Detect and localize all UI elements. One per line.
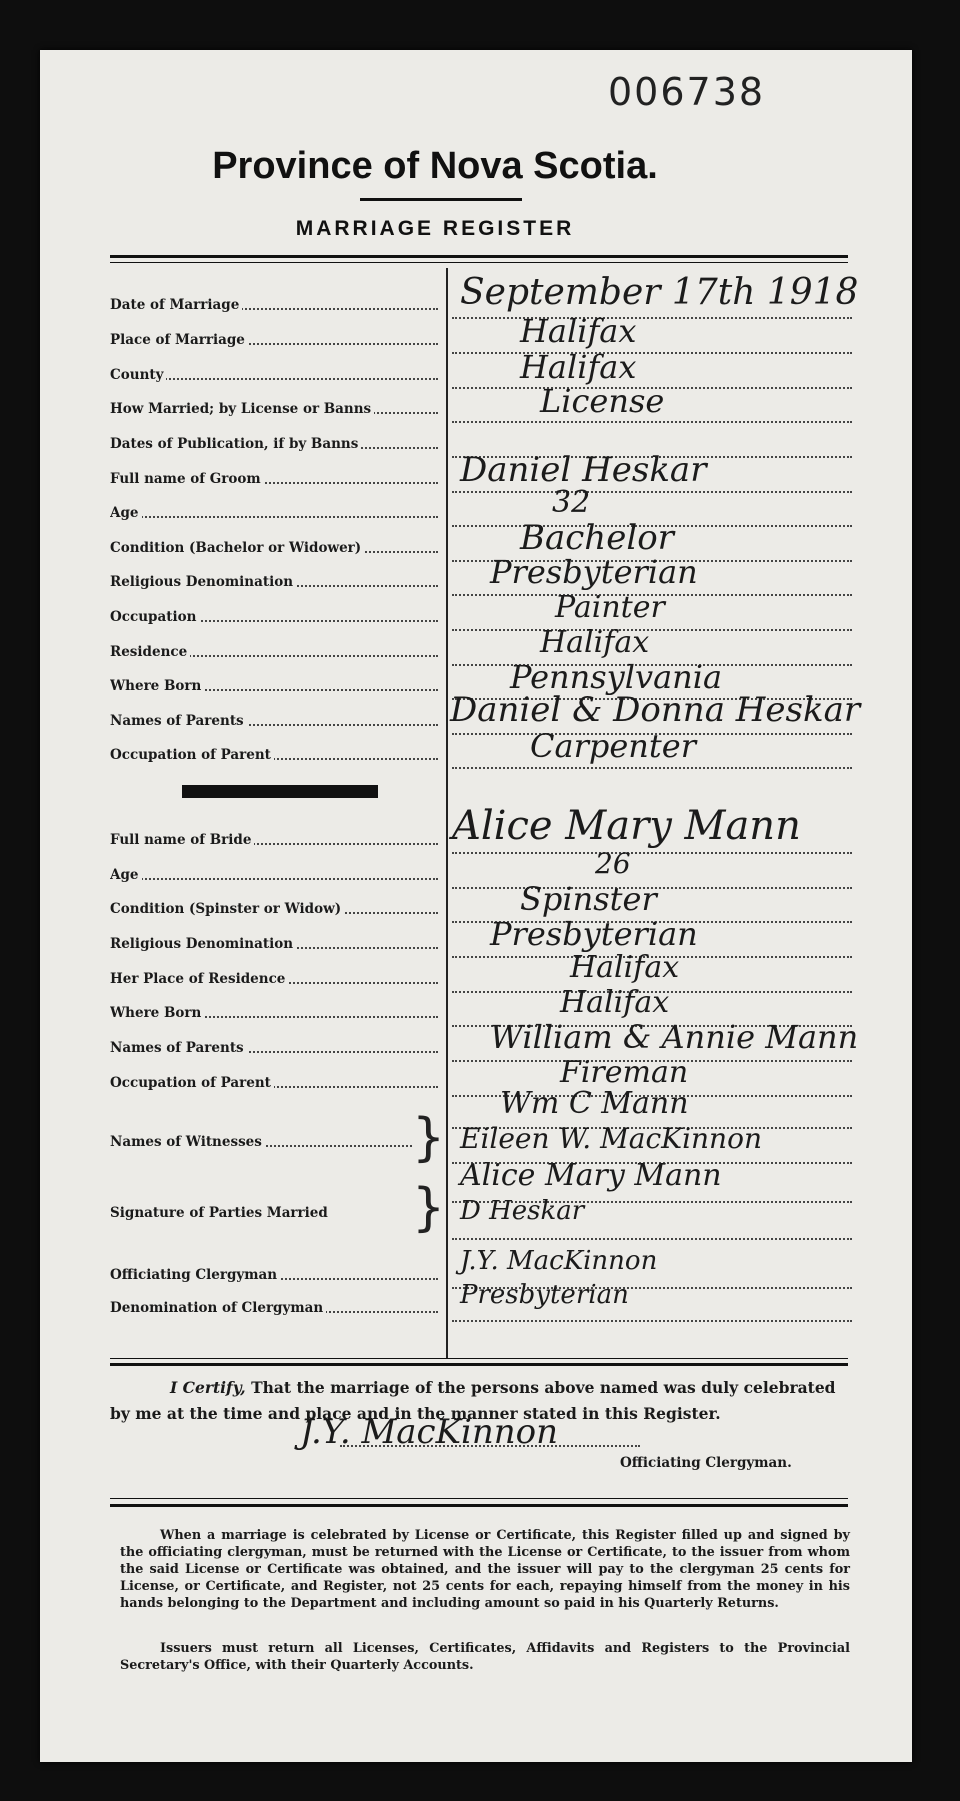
field-label: Her Place of Residence	[110, 971, 446, 987]
marriage-register-form	[40, 50, 912, 1762]
witnesses-brace: }	[412, 1108, 446, 1168]
handwritten-value: Presbyterian	[460, 1280, 629, 1310]
field-label: How Married; by License or Banns	[110, 401, 446, 417]
clergy-signature: J.Y. MacKinnon	[460, 1246, 658, 1276]
witness-signature: Eileen W. MacKinnon	[460, 1122, 762, 1155]
section-rule	[110, 1504, 848, 1507]
handwritten-value: Fireman	[560, 1055, 689, 1090]
field-label: Religious Denomination	[110, 936, 446, 952]
handwritten-value: Pennsylvania	[510, 658, 723, 696]
handwritten-value: Halifax	[520, 348, 637, 386]
section-rule	[110, 1358, 848, 1359]
handwritten-value: Halifax	[540, 625, 650, 660]
party-signature: Alice Mary Mann	[460, 1158, 722, 1193]
field-label: Officiating Clergyman	[110, 1267, 446, 1283]
field-label: Names of Parents	[110, 1040, 446, 1056]
field-label: Religious Denomination	[110, 574, 446, 590]
handwritten-value: Presbyterian	[490, 553, 698, 591]
section-rule	[110, 1363, 848, 1366]
clergy-role: Officiating Clergyman.	[620, 1455, 792, 1471]
field-label: Names of Parents	[110, 713, 446, 729]
field-label: Where Born	[110, 678, 446, 694]
signature-line	[340, 1445, 640, 1447]
header-rule	[110, 255, 848, 258]
clergy-signature: J.Y. MacKinnon	[300, 1412, 559, 1452]
field-label: Residence	[110, 644, 446, 660]
instruction-note: When a marriage is celebrated by License or Certificate, this Register filled up and signed by the officiating clergyman, must be returned with the License or Certificate, to the issuer from whom the said License or Certificate was obtained, and the issuer will pay to the clergyman 25 cents for License, or Certificate, and Register, not 25 cents for each, repaying himself from the money in his hands belonging to the Department and including amount so paid in his Quarterly Returns.	[120, 1528, 850, 1611]
party-signature: D Heskar	[460, 1196, 585, 1226]
field-label: Condition (Bachelor or Widower)	[110, 540, 446, 556]
field-label: Age	[110, 505, 446, 521]
field-label: Denomination of Clergyman	[110, 1300, 446, 1316]
handwritten-value: Painter	[555, 590, 665, 625]
field-label: Full name of Bride	[110, 832, 446, 848]
field-label: County	[110, 367, 446, 383]
handwritten-value: Spinster	[520, 880, 657, 918]
field-label: Occupation of Parent	[110, 1075, 446, 1091]
witness-signature: Wm C Mann	[500, 1086, 689, 1121]
handwritten-value: Halifax	[520, 312, 637, 350]
field-label: Date of Marriage	[110, 297, 446, 313]
handwritten-value: William & Annie Mann	[490, 1018, 859, 1056]
witnesses-label: Names of Witnesses	[110, 1134, 420, 1150]
instruction-note: Issuers must return all Licenses, Certificates, Affidavits and Registers to the Provincial Secretary's Office, with their Quarterly Accounts.	[120, 1641, 850, 1673]
field-line	[452, 330, 852, 354]
field-label: Condition (Spinster or Widow)	[110, 901, 446, 917]
handwritten-value: Halifax	[570, 950, 680, 985]
document-number: 006738	[608, 70, 766, 114]
handwritten-value: License	[540, 382, 665, 420]
field-label: Where Born	[110, 1005, 446, 1021]
field-label: Full name of Groom	[110, 471, 446, 487]
field-label: Dates of Publication, if by Banns	[110, 436, 446, 452]
handwritten-value: Presbyterian	[490, 915, 698, 953]
parties-label: Signature of Parties Married	[110, 1205, 428, 1221]
title-underline	[360, 198, 522, 201]
form-subtitle: MARRIAGE REGISTER	[295, 217, 575, 240]
handwritten-value: Daniel & Donna Heskar	[450, 690, 861, 730]
handwritten-value: 32	[552, 485, 591, 520]
field-label: Occupation of Parent	[110, 747, 446, 763]
field-label: Age	[110, 867, 446, 883]
handwritten-value: Daniel Heskar	[460, 450, 707, 490]
column-divider	[446, 268, 448, 1358]
field-label: Occupation	[110, 609, 446, 625]
form-title: Province of Nova Scotia.	[212, 145, 658, 187]
certification-text: I Certify, That the marriage of the persons above named was duly celebrated by me at the time and place and in the manner stated in this Register.	[110, 1378, 836, 1423]
header-rule-thin	[110, 262, 848, 263]
field-label: Place of Marriage	[110, 332, 446, 348]
section-separator-bar	[182, 785, 378, 798]
section-rule	[110, 1498, 848, 1499]
handwritten-value: Bachelor	[520, 518, 674, 558]
handwritten-value: Carpenter	[530, 727, 696, 765]
handwritten-value: Alice Mary Mann	[452, 803, 801, 849]
handwritten-value: September 17th 1918	[460, 272, 859, 313]
handwritten-value: 26	[595, 847, 631, 880]
handwritten-value: Halifax	[560, 985, 670, 1020]
parties-brace: }	[412, 1178, 446, 1238]
